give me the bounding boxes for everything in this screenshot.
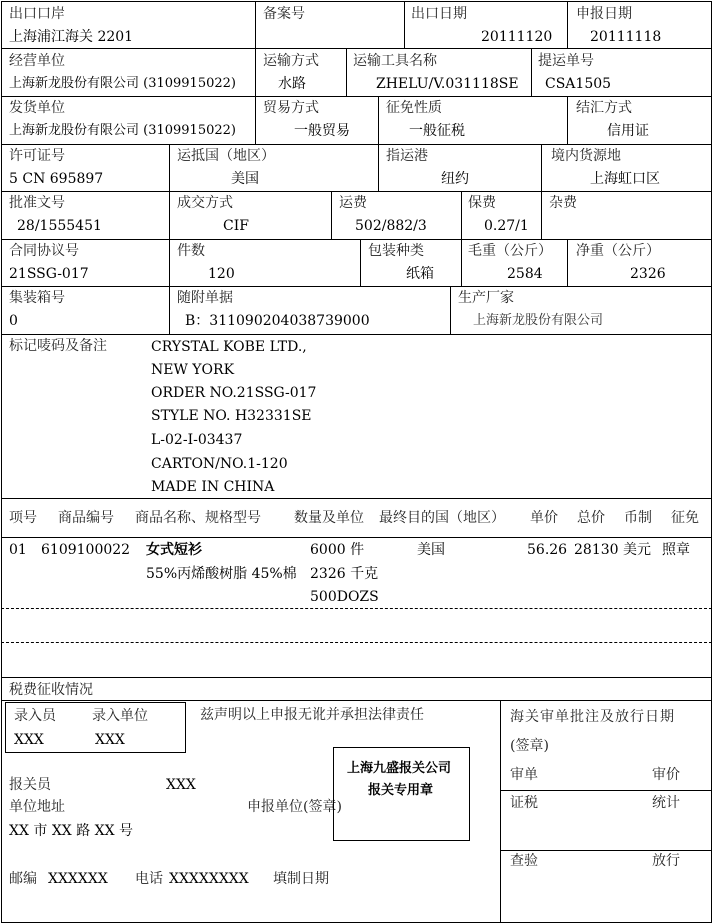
- deal-label: 成交方式: [177, 195, 233, 211]
- row-divider: [1, 48, 712, 49]
- col-divider: [500, 700, 501, 922]
- export-port-label: 出口口岸: [9, 6, 65, 22]
- customs-title: 海关审单批注及放行日期: [510, 709, 675, 725]
- marks-line: CARTON/NO.1-120: [151, 456, 288, 472]
- customs-seal: (签章): [510, 738, 549, 754]
- goods-item-no: 01: [9, 542, 27, 558]
- stamp-purpose: 报关专用章: [368, 783, 434, 798]
- transport-mode-value: 水路: [278, 76, 306, 92]
- address-value: XX 市 XX 路 XX 号: [9, 823, 134, 839]
- dest-port-label: 指运港: [386, 148, 428, 164]
- entry-unit-value: XXX: [95, 732, 125, 748]
- marks-line: ORDER NO.21SSG-017: [151, 385, 317, 401]
- marks-line: L-02-I-03437: [151, 432, 243, 448]
- marks-line: MADE IN CHINA: [151, 479, 275, 495]
- goods-code: 6109100022: [41, 542, 131, 558]
- goods-dashed-divider: [1, 608, 712, 609]
- vehicle-value: ZHELU/V.031118SE: [376, 76, 519, 92]
- freight-value: 502/882/3: [355, 218, 427, 234]
- col-divider: [378, 96, 379, 144]
- insurance-label: 保费: [468, 195, 496, 211]
- marks-label: 标记唛码及备注: [9, 338, 107, 354]
- col-divider: [461, 239, 462, 286]
- bl-value: CSA1505: [545, 76, 612, 92]
- goods-header-total: 总价: [577, 510, 605, 526]
- col-divider: [567, 239, 568, 286]
- entry-unit-label: 录入单位: [92, 708, 148, 724]
- operator-label: 经营单位: [9, 53, 65, 69]
- pieces-label: 件数: [177, 243, 205, 259]
- goods-name: 女式短衫: [146, 542, 202, 558]
- row-divider: [1, 286, 712, 287]
- record-no-label: 备案号: [263, 6, 305, 22]
- operator-value: 上海新龙股份有限公司 (3109915022): [9, 76, 236, 91]
- tax-label: 税费征收情况: [9, 682, 93, 698]
- customs-inspect: 查验: [510, 853, 538, 869]
- customs-review: 审单: [510, 767, 538, 783]
- declare-date-label: 申报日期: [576, 6, 632, 22]
- levy-value: 一般征税: [409, 123, 465, 139]
- docs-value: B：311090204038739000: [185, 313, 370, 329]
- shipper-label: 发货单位: [9, 100, 65, 116]
- customs-tax: 证税: [510, 795, 538, 811]
- goods-header-currency: 币制: [624, 510, 652, 526]
- dest-country-value: 美国: [231, 171, 259, 187]
- origin-value: 上海虹口区: [590, 171, 660, 187]
- col-divider: [331, 191, 332, 239]
- col-divider: [531, 48, 532, 96]
- docs-label: 随附单据: [177, 290, 233, 306]
- goods-currency: 美元: [623, 542, 651, 558]
- container-value: 0: [9, 313, 18, 329]
- border-bottom: [1, 922, 712, 923]
- broker-value: XXX: [166, 777, 196, 793]
- goods-header-name: 商品名称、规格型号: [135, 510, 261, 526]
- goods-country: 美国: [417, 542, 445, 558]
- goods-header-unit-price: 单价: [530, 510, 558, 526]
- goods-header-country: 最终目的国（地区）: [379, 510, 505, 526]
- customs-release: 放行: [652, 853, 680, 869]
- row-divider: [1, 334, 712, 335]
- customs-divider: [500, 790, 711, 791]
- row-divider: [1, 700, 712, 701]
- freight-label: 运费: [339, 195, 367, 211]
- col-divider: [360, 239, 361, 286]
- gross-label: 毛重（公斤）: [468, 243, 552, 259]
- package-value: 纸箱: [406, 266, 434, 282]
- goods-header-code: 商品编号: [58, 510, 114, 526]
- col-divider: [541, 191, 542, 239]
- trade-mode-label: 贸易方式: [263, 100, 319, 116]
- insurance-value: 0.27/1: [484, 218, 529, 234]
- entry-person-label: 录入员: [14, 708, 56, 724]
- goods-qty1: 6000 件: [310, 542, 365, 558]
- dest-port-value: 纽约: [441, 171, 469, 187]
- settlement-value: 信用证: [607, 123, 649, 139]
- license-label: 许可证号: [9, 148, 65, 164]
- row-divider: [1, 537, 712, 538]
- goods-qty2: 2326 千克: [310, 566, 379, 582]
- row-divider: [1, 191, 712, 192]
- trade-mode-value: 一般贸易: [294, 123, 350, 139]
- col-divider: [404, 1, 405, 48]
- net-value: 2326: [630, 266, 666, 282]
- col-divider: [567, 1, 568, 48]
- col-divider: [255, 96, 256, 144]
- row-divider: [1, 96, 712, 97]
- col-divider: [541, 144, 542, 191]
- declarer-label: 申报单位(签章): [247, 799, 342, 815]
- export-date-label: 出口日期: [411, 6, 467, 22]
- row-divider: [1, 677, 712, 678]
- marks-line: STYLE NO. H32331SE: [151, 408, 312, 424]
- col-divider: [255, 1, 256, 48]
- col-divider: [346, 48, 347, 96]
- contract-label: 合同协议号: [9, 243, 79, 259]
- col-divider: [169, 191, 170, 239]
- postcode-value: XXXXXX: [48, 871, 108, 887]
- col-divider: [450, 286, 451, 334]
- goods-spec: 55%丙烯酸树脂 45%棉: [146, 566, 297, 582]
- goods-unit-price: 56.26: [527, 542, 568, 558]
- contract-value: 21SSG-017: [9, 266, 89, 282]
- declare-date-value: 20111118: [590, 29, 662, 45]
- col-divider: [255, 48, 256, 96]
- goods-levy: 照章: [662, 542, 690, 558]
- row-divider: [1, 498, 712, 499]
- container-label: 集装箱号: [9, 290, 65, 306]
- gross-value: 2584: [507, 266, 543, 282]
- approval-value: 28/1555451: [17, 218, 102, 234]
- bl-label: 提运单号: [538, 53, 594, 69]
- vehicle-label: 运输工具名称: [353, 53, 437, 69]
- transport-mode-label: 运输方式: [263, 53, 319, 69]
- phone-label: 电话: [135, 871, 163, 887]
- col-divider: [461, 191, 462, 239]
- col-divider: [378, 144, 379, 191]
- marks-line: CRYSTAL KOBE LTD.,: [151, 339, 307, 355]
- address-label: 单位地址: [9, 799, 65, 815]
- license-value: 5 CN 695897: [9, 171, 104, 187]
- goods-header-item-no: 项号: [9, 510, 37, 526]
- border-left: [1, 1, 2, 923]
- stamp-company: 上海九盛报关公司: [347, 761, 452, 776]
- border-right: [711, 1, 712, 923]
- phone-value: XXXXXXXX: [169, 871, 249, 887]
- customs-price: 审价: [652, 767, 680, 783]
- maker-value: 上海新龙股份有限公司: [473, 313, 604, 328]
- col-divider: [567, 96, 568, 144]
- broker-label: 报关员: [9, 777, 51, 793]
- export-date-value: 20111120: [481, 29, 553, 45]
- col-divider: [169, 286, 170, 334]
- border-top: [1, 1, 712, 2]
- export-port-value: 上海浦江海关 2201: [9, 29, 134, 45]
- approval-label: 批准文号: [9, 195, 65, 211]
- settlement-label: 结汇方式: [576, 100, 632, 116]
- col-divider: [169, 239, 170, 286]
- package-label: 包装种类: [368, 243, 424, 259]
- goods-header-qty: 数量及单位: [294, 510, 364, 526]
- misc-label: 杂费: [549, 195, 577, 211]
- declaration-text: 兹声明以上申报无讹并承担法律责任: [200, 707, 424, 723]
- entry-person-value: XXX: [14, 732, 44, 748]
- goods-dashed-divider: [1, 642, 712, 643]
- row-divider: [1, 239, 712, 240]
- shipper-value: 上海新龙股份有限公司 (3109915022): [9, 123, 236, 138]
- postcode-label: 邮编: [9, 871, 37, 887]
- dest-country-label: 运抵国（地区）: [177, 148, 275, 164]
- customs-divider: [500, 850, 711, 851]
- origin-label: 境内货源地: [551, 148, 621, 164]
- deal-value: CIF: [223, 218, 249, 234]
- marks-line: NEW YORK: [151, 362, 235, 378]
- goods-total: 28130: [574, 542, 619, 558]
- goods-header-levy: 征免: [671, 510, 699, 526]
- pieces-value: 120: [208, 266, 235, 282]
- levy-label: 征免性质: [386, 100, 442, 116]
- row-divider: [1, 144, 712, 145]
- goods-qty3: 500DOZS: [310, 589, 379, 605]
- fill-date-label: 填制日期: [273, 871, 329, 887]
- col-divider: [169, 144, 170, 191]
- customs-stats: 统计: [652, 795, 680, 811]
- maker-label: 生产厂家: [458, 290, 514, 306]
- net-label: 净重（公斤）: [576, 243, 660, 259]
